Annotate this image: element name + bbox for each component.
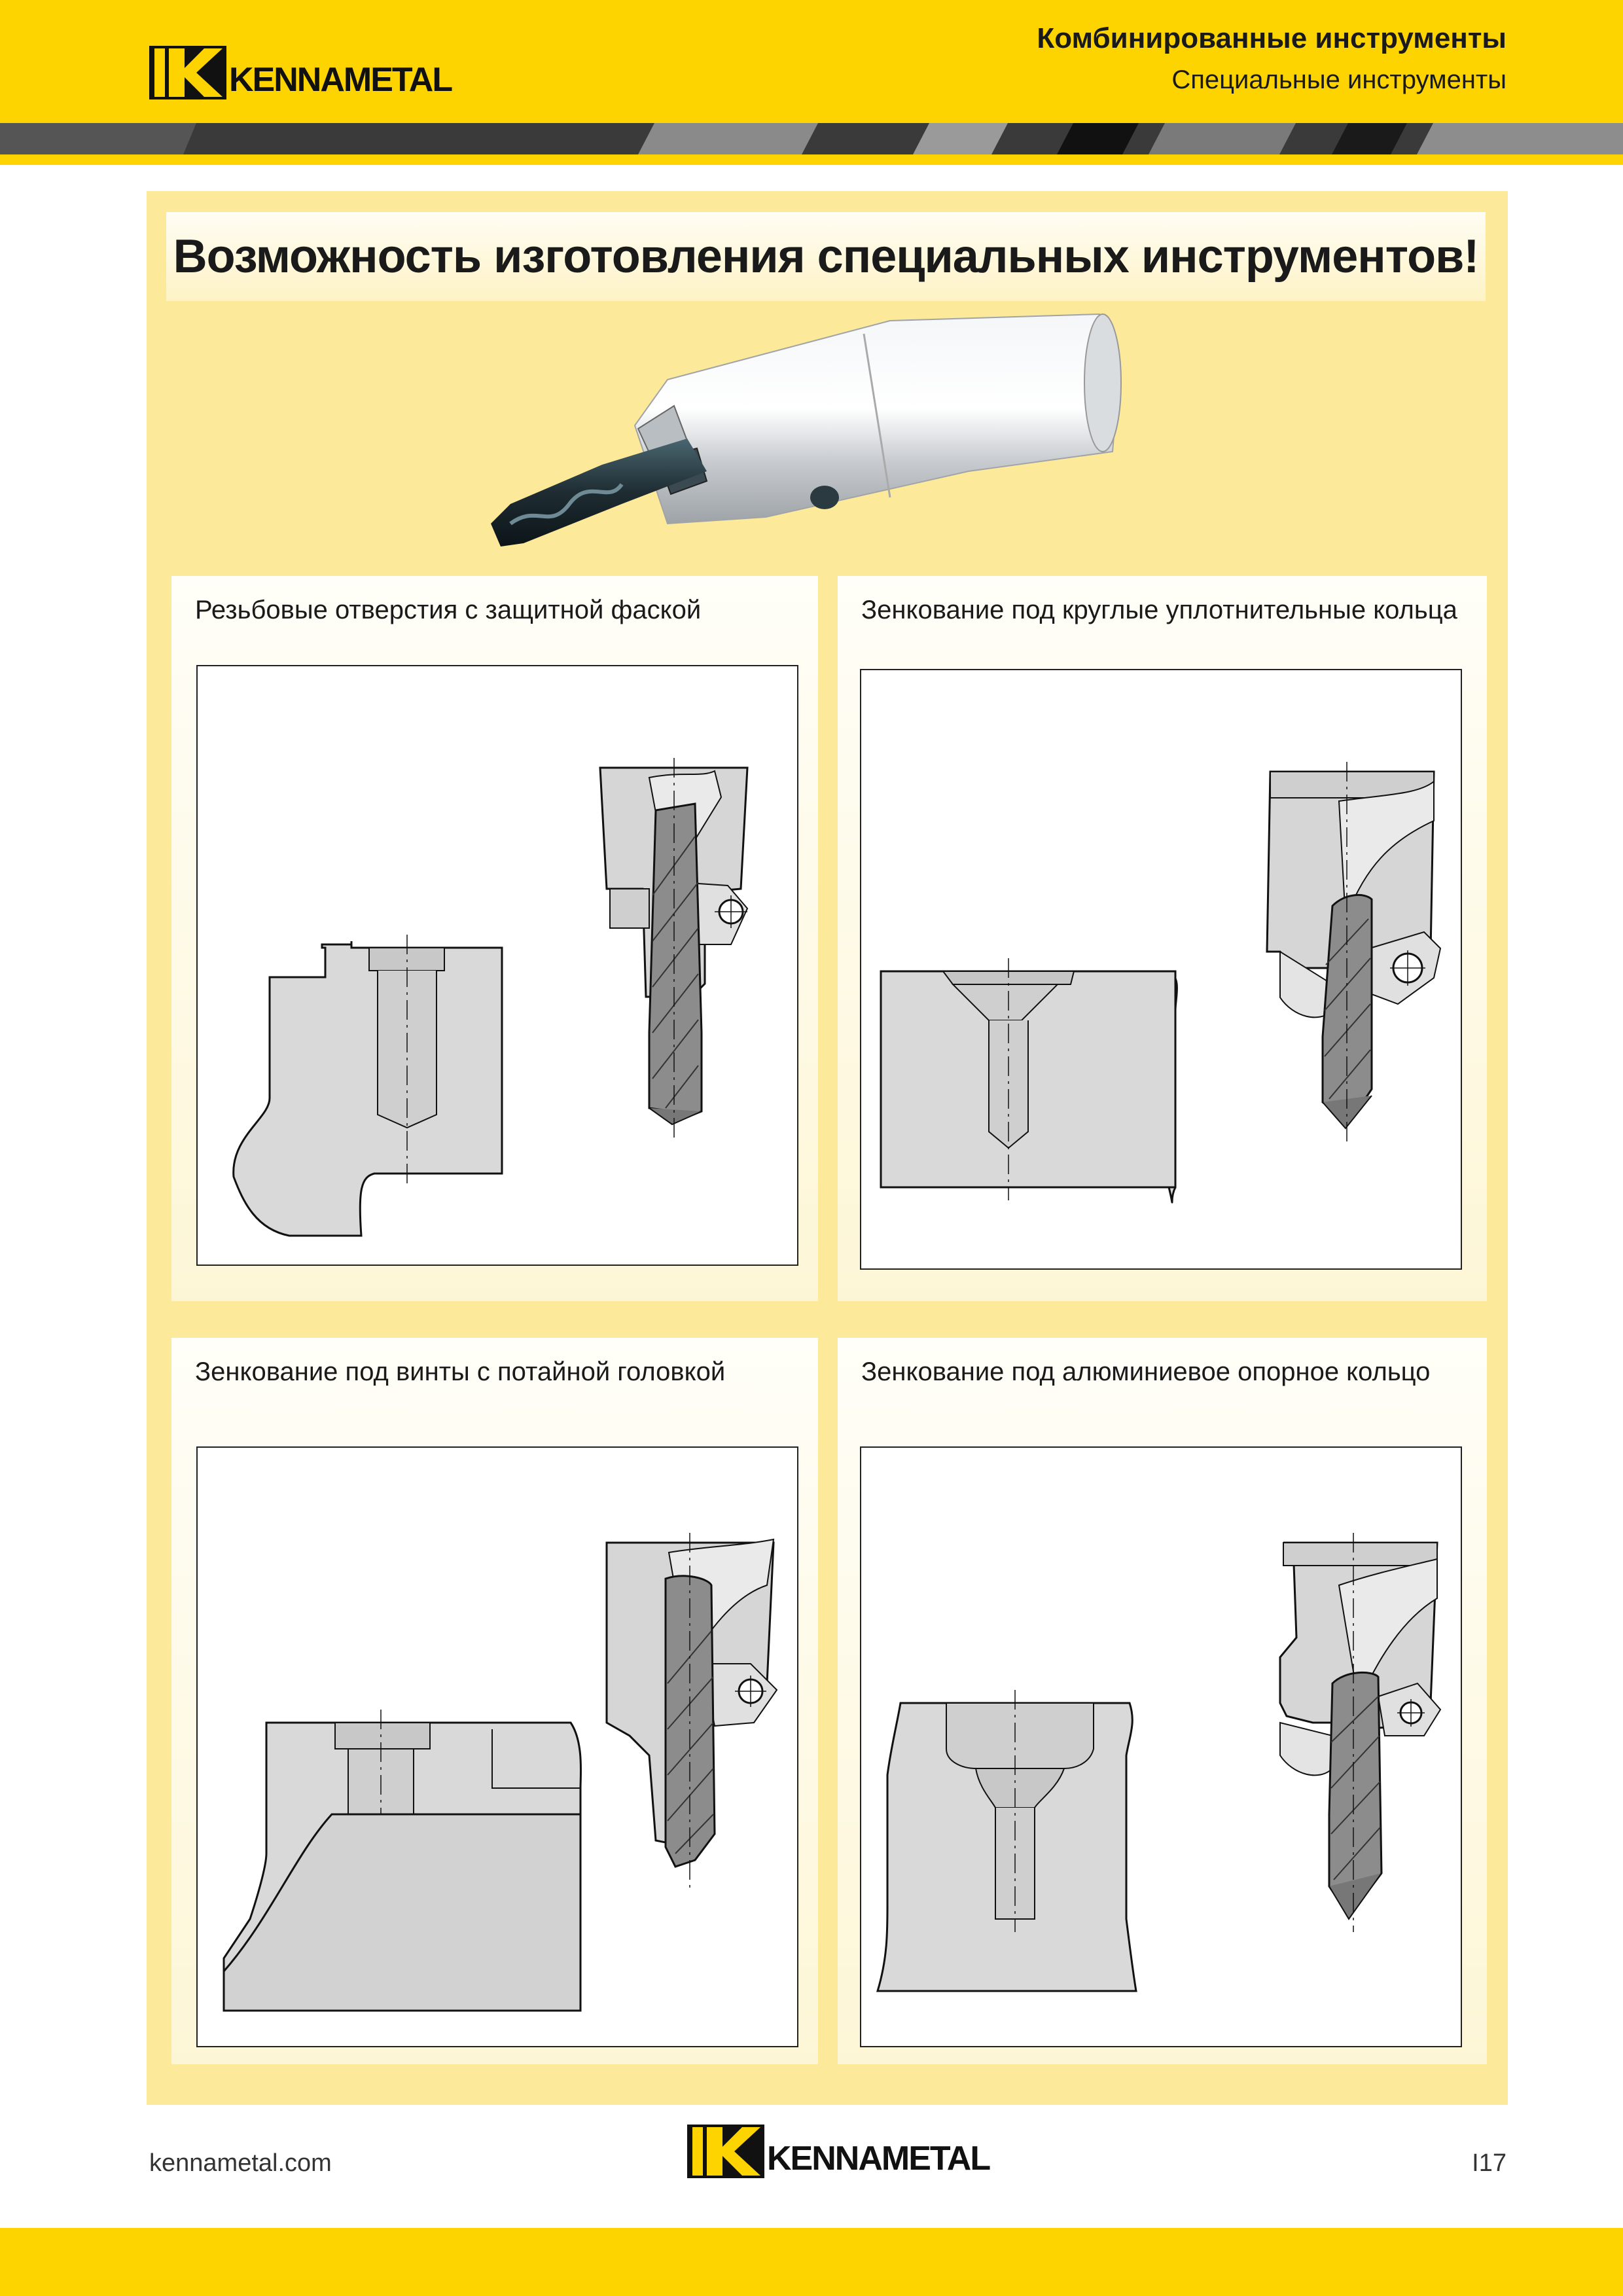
card-oring-countersink <box>838 576 1487 1301</box>
card-threaded-holes <box>171 576 818 1301</box>
brand-wordmark: KENNAMETAL <box>767 2140 990 2178</box>
card-label: Зенкование под алюминиевое опорное кольцо <box>861 1357 1431 1386</box>
card-label: Зенкование под круглые уплотнительные кольца <box>861 596 1457 624</box>
card-label: Зенкование под винты с потайной головкой <box>195 1357 726 1386</box>
tool-photo <box>471 308 1126 556</box>
page-title: Возможность изготовления специальных инструментов! <box>173 230 1479 283</box>
drawing-aluminium-ring <box>860 1446 1462 2047</box>
drawing-threaded-holes <box>196 665 798 1266</box>
card-aluminium-ring <box>838 1338 1487 2064</box>
footer-url[interactable]: kennametal.com <box>149 2149 332 2177</box>
page-header <box>0 0 1623 123</box>
section-subtitle: Специальные инструменты <box>1171 65 1507 94</box>
header-stripe-band <box>0 123 1623 154</box>
kennametal-logo <box>149 46 452 99</box>
page-number: I17 <box>1472 2149 1507 2177</box>
section-title: Комбинированные инструменты <box>1037 22 1507 54</box>
footer-kennametal-logo <box>687 2125 990 2178</box>
header-yellow-line <box>0 154 1623 165</box>
card-label: Резьбовые отверстия с защитной фаской <box>195 596 702 624</box>
drawing-oring-countersink <box>860 669 1462 1270</box>
k-logo-icon <box>149 46 226 99</box>
diagonal-stripes <box>0 123 1623 154</box>
k-logo-icon <box>687 2125 764 2178</box>
title-box <box>166 212 1486 301</box>
footer-bar <box>0 2228 1623 2296</box>
drawing-countersunk-screws <box>196 1446 798 2047</box>
brand-wordmark: KENNAMETAL <box>229 61 452 99</box>
card-countersunk-screws <box>171 1338 818 2064</box>
